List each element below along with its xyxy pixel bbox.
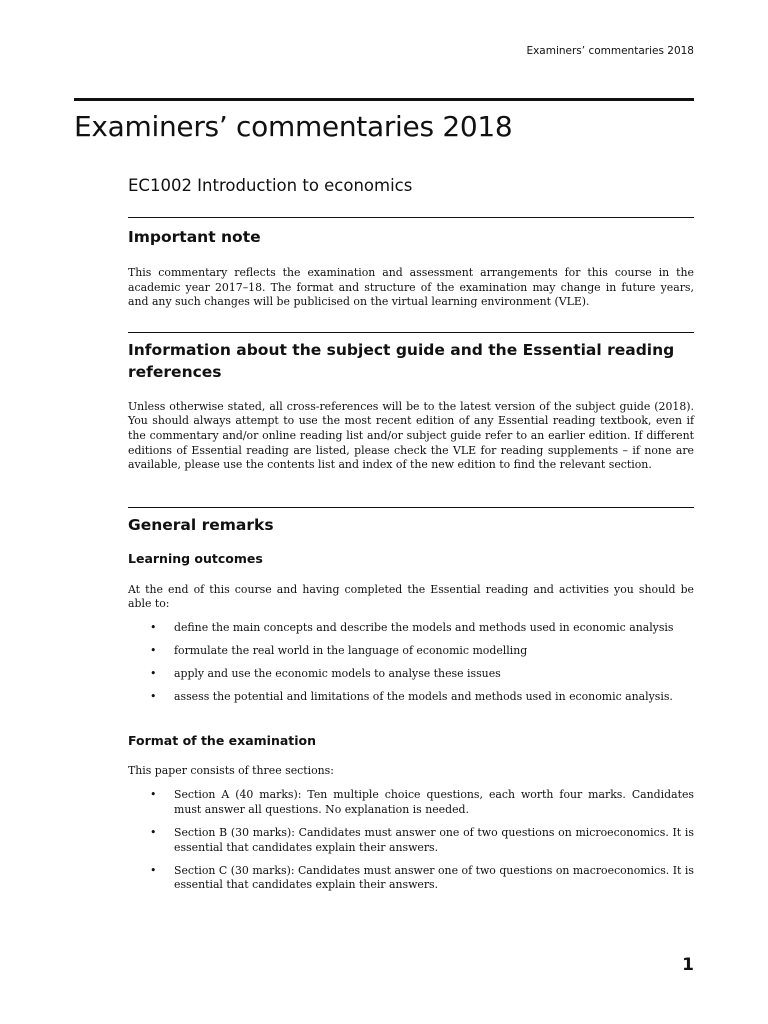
bullet-icon: •	[150, 826, 157, 840]
list-item-text: Section B (30 marks): Candidates must answer one of two questions on microeconomics. It is essential that candidates explain their answers.	[174, 826, 694, 854]
section-divider	[128, 507, 694, 508]
learning-outcomes-intro: At the end of this course and having completed the Essential reading and activities you should be able to:	[128, 582, 694, 611]
page-number: 1	[682, 955, 694, 975]
list-item	[128, 788, 694, 817]
important-note-text: This commentary reflects the examination and assessment arrangements for this course in the academic year 2017–18. The format and structure of the examination may change in future years, and any such changes will be publicised on the virtual learning environment (VLE).	[128, 266, 694, 309]
bullet-icon: •	[150, 667, 157, 681]
list-item-text: assess the potential and limitations of the models and methods used in economic analysis.	[174, 690, 673, 704]
bullet-icon: •	[150, 620, 157, 634]
list-item-text: Section A (40 marks): Ten multiple choice questions, each worth four marks. Candidates must answer all questions. No explanation is needed.	[174, 788, 694, 816]
bullet-icon: •	[150, 644, 157, 658]
list-item	[128, 644, 694, 659]
list-item-text: formulate the real world in the language of economic modelling	[174, 644, 528, 658]
format-heading: Format of the examination	[128, 732, 317, 748]
section-divider	[128, 217, 694, 218]
list-item	[128, 621, 694, 636]
list-item-text: Section C (30 marks): Candidates must answer one of two questions on macroeconomics. It is essential that candidates explain their answers.	[174, 863, 694, 892]
list-item-text: define the main concepts and describe the models and methods used in economic analysis	[174, 620, 674, 634]
page-title: Examiners’ commentaries 2018	[74, 110, 513, 143]
learning-outcomes-heading: Learning outcomes	[128, 550, 263, 566]
bullet-icon: •	[150, 788, 157, 802]
subject-guide-heading: Information about the subject guide and the Essential reading references	[128, 340, 675, 381]
format-intro: This paper consists of three sections:	[128, 763, 334, 777]
list-item	[128, 690, 694, 705]
course-title: EC1002 Introduction to economics	[128, 176, 413, 195]
list-item	[128, 826, 694, 855]
page-content	[128, 176, 694, 893]
title-rule	[74, 98, 694, 101]
general-remarks-heading: General remarks	[128, 515, 274, 534]
subject-guide-text: Unless otherwise stated, all cross-references will be to the latest version of the subject guide (2018). You should always attempt to use the most recent edition of any Essential reading textbook, even if the commentary and/or online reading list and/or subject guide refer to an earlier edition. If different editions of Essential reading are listed, please check the VLE for reading supplements – if none are available, please use the contents list and index of the new edition to find the relevant section.	[128, 399, 694, 472]
bullet-icon: •	[150, 863, 157, 877]
format-list	[128, 788, 694, 893]
list-item-text: apply and use the economic models to analyse these issues	[174, 667, 501, 681]
list-item	[128, 864, 694, 893]
learning-outcomes-list	[128, 621, 694, 705]
bullet-icon: •	[150, 690, 157, 704]
running-head: Examiners’ commentaries 2018	[526, 45, 694, 57]
important-note-heading: Important note	[128, 228, 261, 246]
list-item	[128, 667, 694, 682]
section-divider	[128, 332, 694, 333]
